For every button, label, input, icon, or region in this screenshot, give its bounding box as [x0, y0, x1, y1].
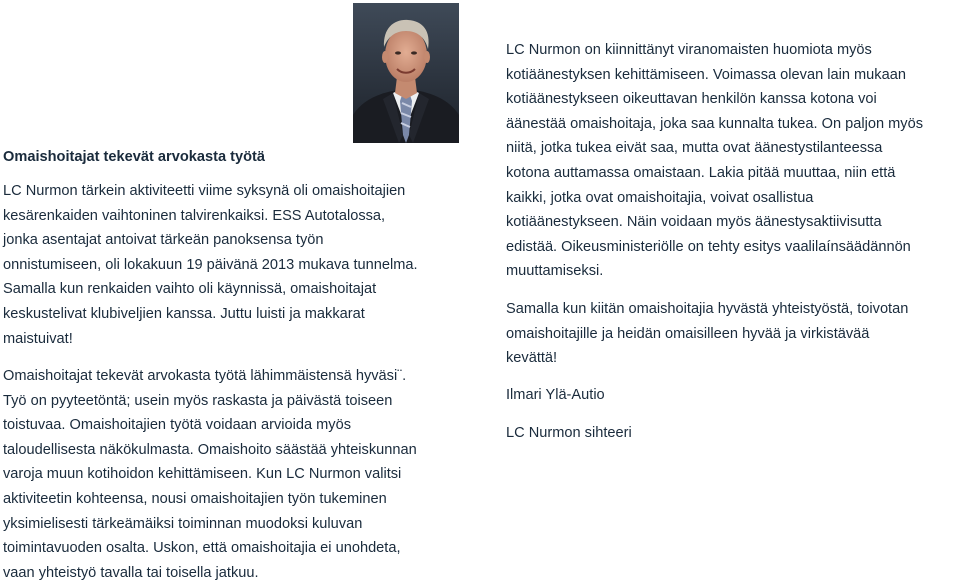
signature-name: Ilmari Ylä-Autio: [506, 387, 605, 403]
text-line: edistää. Oikeusministeriölle on tehty esitys vaalilaínsäädännön: [506, 238, 911, 255]
text-line: keskustelivat klubiveljien kanssa. Juttu luisti ja makkarat: [3, 305, 365, 322]
text-line: LC Nurmon on kiinnittänyt viranomaisten huomiota myös: [506, 42, 872, 58]
text-line: äänestää omaishoitaja, joka saa kunnalta tukea. On paljon myös: [506, 115, 923, 132]
text-line: kesärenkaiden vaihtoninen talvirenkaiksi. ESS Autotalossa,: [3, 207, 386, 224]
text-line: Samalla kun renkaiden vaihto oli käynnissä, omaishoitajat: [3, 281, 377, 298]
text-line: yksimielisesti tärkeämäiksi toiminnan muodoksi kuluvan: [3, 515, 363, 532]
text-line: omaishoitajille ja heidän omaisilleen hyvää ja virkistävää: [506, 325, 870, 342]
signature-title: LC Nurmon sihteeri: [506, 425, 632, 441]
text-line: vaan yhteistyö tavalla tai toisella jatkuu.: [3, 564, 259, 581]
text-line: niitä, jotka tukea eivät saa, mutta ovat äänestystilanteessa: [506, 140, 883, 157]
text-line: jonka asentajat antoivat tärkeän panoksensa työn: [3, 232, 324, 249]
text-line: Työ on pyyteetöntä; usein myös raskasta ja päivästä toiseen: [3, 392, 393, 409]
right-paragraph-1: [506, 38, 923, 284]
text-line: kotiäänestykseen oikeuttavan henkilön kanssa kotona voi: [506, 91, 877, 108]
text-line: varoja muun kotihoidon kehittämiseen. Kun LC Nurmon valitsi: [3, 466, 402, 483]
text-line: kotona auttamassa omaistaan. Lakia pitää muuttaa, niin että: [506, 164, 896, 181]
text-line: Omaishoitajat tekevät arvokasta työtä lähimmäistensä hyväsi¨.: [3, 368, 407, 384]
left-paragraph-1: [3, 179, 418, 351]
text-line: muuttamiseksi.: [506, 263, 604, 280]
text-line: onnistumiseen, oli lokakuun 19 päivänä 2013 mukava tunnelma.: [3, 256, 418, 273]
text-line: maistuivat!: [3, 330, 73, 347]
article-heading: Omaishoitajat tekevät arvokasta työtä: [3, 149, 265, 165]
text-line: aktiviteetin kohteensa, nousi omaishoitajien työn tukeminen: [3, 490, 387, 507]
text-line: LC Nurmon tärkein aktiviteetti viime syksynä oli omaishoitajien: [3, 183, 406, 199]
right-paragraph-2: [506, 297, 908, 371]
portrait-image: [353, 3, 459, 143]
author-portrait: [353, 3, 459, 143]
text-line: kotiäänestyksen kehittämiseen. Voimassa olevan lain mukaan: [506, 66, 906, 83]
text-line: toimintavuoden osalta. Uskon, että omaishoitajia ei unohdeta,: [3, 540, 401, 557]
left-paragraph-2: [3, 364, 417, 585]
text-line: kotiäänestykseen. Näin voidaan myös äänestysaktiivisutta: [506, 214, 882, 231]
text-line: toistuvaa. Omaishoitajien työtä voidaan arvioida myös: [3, 417, 351, 434]
text-line: taloudellisesta näkökulmasta. Omaishoito säästää yhteiskunnan: [3, 441, 417, 458]
text-line: kaikki, jotka ovat omaishoitajia, voivat osallistua: [506, 189, 814, 206]
text-line: Samalla kun kiitän omaishoitajia hyvästä yhteistyöstä, toivotan: [506, 301, 909, 317]
text-line: kevättä!: [506, 350, 558, 367]
